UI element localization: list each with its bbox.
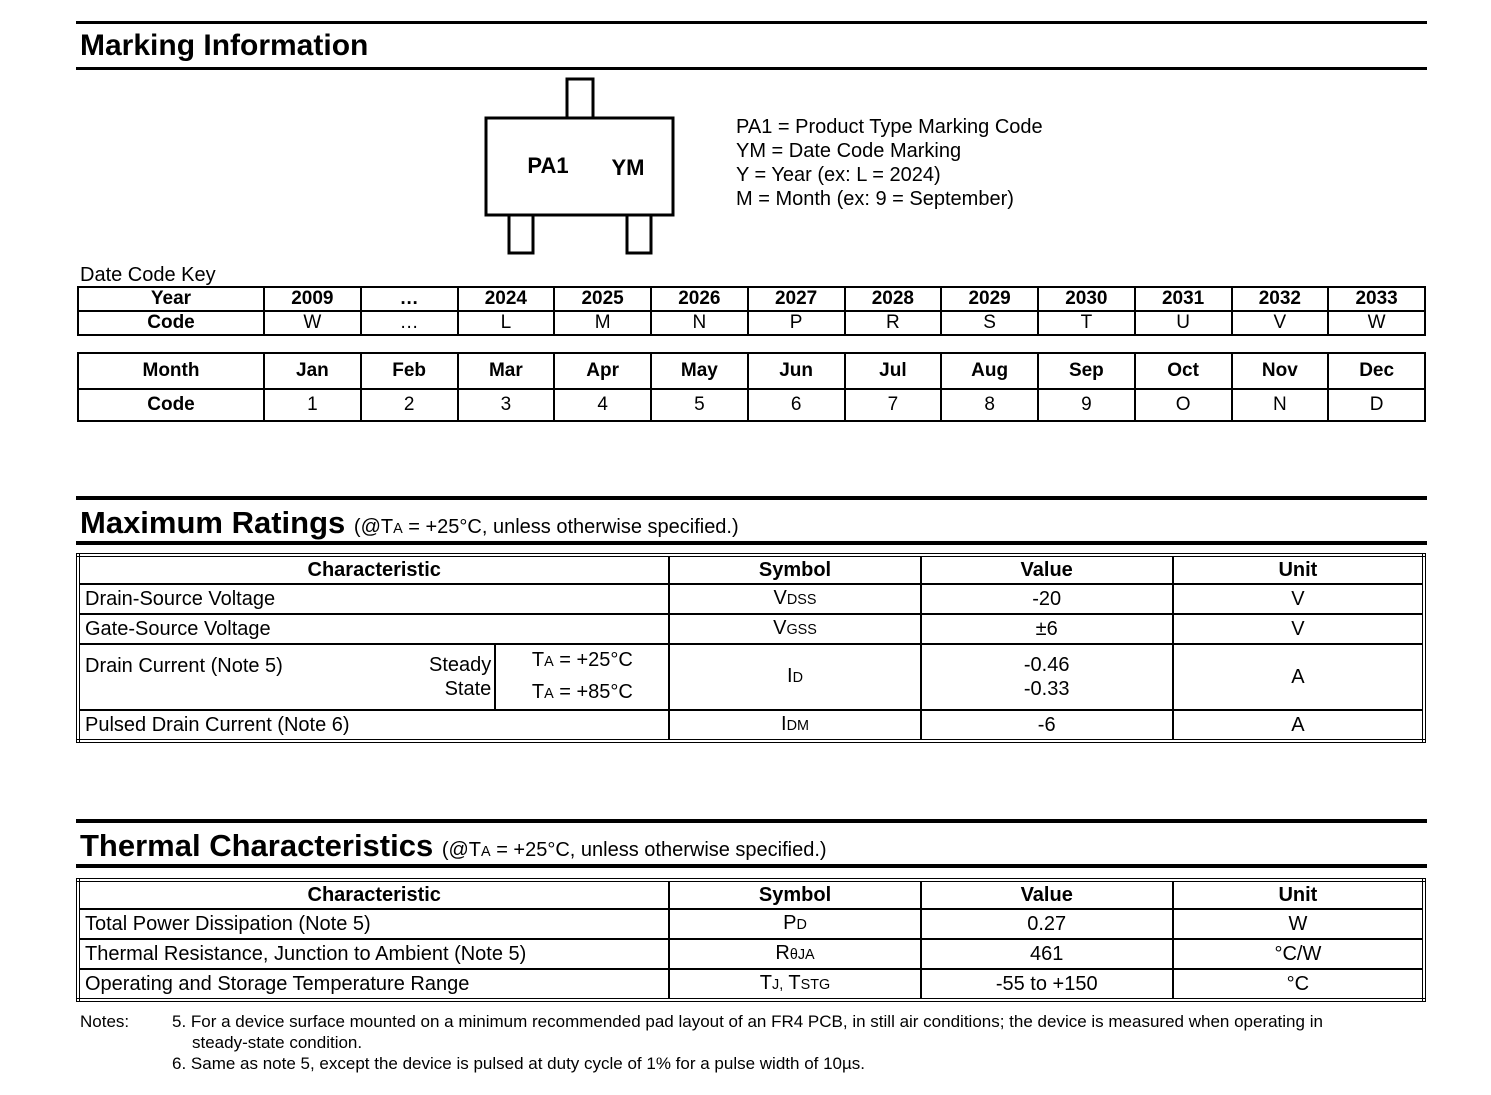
year-cell: 2025 bbox=[554, 287, 651, 311]
month-code-cell: D bbox=[1328, 389, 1425, 421]
month-cell: Feb bbox=[361, 353, 458, 389]
max-ratings-title: Maximum Ratings bbox=[80, 505, 346, 540]
header-symbol: Symbol bbox=[669, 880, 920, 909]
month-cell: May bbox=[651, 353, 748, 389]
header-characteristic: Characteristic bbox=[78, 555, 669, 584]
header-unit: Unit bbox=[1173, 555, 1424, 584]
month-cell: Jul bbox=[845, 353, 942, 389]
table-row bbox=[78, 939, 1424, 969]
max-ratings-table bbox=[76, 553, 1426, 743]
symbol-cell: PD bbox=[669, 909, 920, 939]
characteristic-cell: Operating and Storage Temperature Range bbox=[78, 969, 669, 1000]
year-cell: 2032 bbox=[1232, 287, 1329, 311]
value-cell: 0.27 bbox=[921, 909, 1173, 939]
note-5-continued: steady-state condition. bbox=[192, 1033, 363, 1052]
month-code-cell: 6 bbox=[748, 389, 845, 421]
year-code-cell: L bbox=[458, 311, 555, 335]
header-value: Value bbox=[921, 555, 1173, 584]
legend-line: Y = Year (ex: L = 2024) bbox=[736, 164, 941, 186]
header-value: Value bbox=[921, 880, 1173, 909]
month-code-cell: 4 bbox=[554, 389, 651, 421]
table-row bbox=[78, 644, 1424, 710]
year-code-cell: W bbox=[264, 311, 361, 335]
month-cell: Jun bbox=[748, 353, 845, 389]
thermal-heading bbox=[80, 828, 827, 864]
note-6: 6. Same as note 5, except the device is pulsed at duty cycle of 1% for a pulse width of 10µs. bbox=[172, 1054, 866, 1073]
year-code-cell: S bbox=[941, 311, 1038, 335]
unit-cell: V bbox=[1173, 614, 1424, 644]
header-unit: Unit bbox=[1173, 880, 1424, 909]
year-code-cell: W bbox=[1328, 311, 1425, 335]
table-row bbox=[78, 969, 1424, 1000]
package-marking-right: YM bbox=[611, 155, 645, 180]
year-code-table bbox=[77, 286, 1426, 336]
characteristic-cell: Thermal Resistance, Junction to Ambient (Note 5) bbox=[78, 939, 669, 969]
marking-title: Marking Information bbox=[80, 29, 369, 62]
characteristic-cell: Total Power Dissipation (Note 5) bbox=[78, 909, 669, 939]
thermal-top-rule bbox=[76, 819, 1427, 823]
year-code-cell: M bbox=[554, 311, 651, 335]
month-cell: Sep bbox=[1038, 353, 1135, 389]
legend-line: YM = Date Code Marking bbox=[736, 140, 962, 162]
year-code-cell: T bbox=[1038, 311, 1135, 335]
year-cell: 2033 bbox=[1328, 287, 1425, 311]
month-cell: Apr bbox=[554, 353, 651, 389]
top-rule bbox=[76, 21, 1427, 24]
month-cell: Jan bbox=[264, 353, 361, 389]
header-characteristic: Characteristic bbox=[78, 880, 669, 909]
value-cell: -55 to +150 bbox=[921, 969, 1173, 1000]
value-cell: -0.46 -0.33 bbox=[921, 644, 1173, 710]
table-row bbox=[78, 710, 1424, 741]
thermal-title: Thermal Characteristics bbox=[80, 828, 434, 863]
year-code-cell: N bbox=[651, 311, 748, 335]
thermal-condition: (@TA = +25°C, unless otherwise specified.) bbox=[441, 839, 827, 861]
month-code-cell: 7 bbox=[845, 389, 942, 421]
unit-cell: W bbox=[1173, 909, 1424, 939]
year-row-label: Year bbox=[78, 287, 264, 311]
year-cell: 2009 bbox=[264, 287, 361, 311]
year-code-cell: V bbox=[1232, 311, 1329, 335]
month-code-cell: 5 bbox=[651, 389, 748, 421]
year-cell: 2026 bbox=[651, 287, 748, 311]
table-row bbox=[78, 909, 1424, 939]
code-row-label: Code bbox=[78, 389, 264, 421]
table-row bbox=[78, 584, 1424, 614]
year-cell: 2028 bbox=[845, 287, 942, 311]
unit-cell: A bbox=[1173, 710, 1424, 741]
month-cell: Mar bbox=[458, 353, 555, 389]
characteristic-cell: Drain-Source Voltage bbox=[78, 584, 669, 614]
year-cell: … bbox=[361, 287, 458, 311]
unit-cell: °C/W bbox=[1173, 939, 1424, 969]
value-cell: 461 bbox=[921, 939, 1173, 969]
year-cell: 2024 bbox=[458, 287, 555, 311]
year-code-cell: R bbox=[845, 311, 942, 335]
note-5: 5. For a device surface mounted on a minimum recommended pad layout of an FR4 PCB, in still air conditions; the device is measured when operating in bbox=[172, 1012, 1323, 1031]
year-cell: 2027 bbox=[748, 287, 845, 311]
year-code-cell: P bbox=[748, 311, 845, 335]
month-cell: Aug bbox=[941, 353, 1038, 389]
condition-cell: TA = +25°C TA = +85°C bbox=[495, 644, 669, 710]
year-code-cell: … bbox=[361, 311, 458, 335]
value-cell: ±6 bbox=[921, 614, 1173, 644]
symbol-cell: ID bbox=[669, 644, 920, 710]
month-code-cell: N bbox=[1232, 389, 1329, 421]
date-code-key-label: Date Code Key bbox=[80, 264, 216, 286]
code-row-label: Code bbox=[78, 311, 264, 335]
max-ratings-title-rule bbox=[76, 541, 1427, 545]
characteristic-cell: Pulsed Drain Current (Note 6) bbox=[78, 710, 669, 741]
month-code-cell: 9 bbox=[1038, 389, 1135, 421]
characteristic-cell: Drain Current (Note 5) Steady State bbox=[78, 644, 495, 710]
symbol-cell: VDSS bbox=[669, 584, 920, 614]
max-ratings-heading bbox=[80, 505, 739, 541]
marking-title-rule bbox=[76, 67, 1427, 70]
table-row bbox=[78, 614, 1424, 644]
symbol-cell: RθJA bbox=[669, 939, 920, 969]
notes-label: Notes: bbox=[80, 1012, 130, 1031]
package-marking-left: PA1 bbox=[527, 153, 569, 178]
year-cell: 2030 bbox=[1038, 287, 1135, 311]
max-ratings-top-rule bbox=[76, 496, 1427, 500]
steady-state-label: Steady State bbox=[429, 654, 492, 700]
month-code-cell: 2 bbox=[361, 389, 458, 421]
thermal-table bbox=[76, 878, 1426, 1002]
symbol-cell: IDM bbox=[669, 710, 920, 741]
year-cell: 2031 bbox=[1135, 287, 1232, 311]
month-code-cell: 8 bbox=[941, 389, 1038, 421]
header-symbol: Symbol bbox=[669, 555, 920, 584]
month-code-cell: O bbox=[1135, 389, 1232, 421]
month-code-cell: 3 bbox=[458, 389, 555, 421]
legend-line: M = Month (ex: 9 = September) bbox=[736, 188, 1014, 210]
month-code-table bbox=[77, 352, 1426, 422]
max-ratings-condition: (@TA = +25°C, unless otherwise specified.) bbox=[353, 516, 739, 538]
year-cell: 2029 bbox=[941, 287, 1038, 311]
value-cell: -6 bbox=[921, 710, 1173, 741]
thermal-title-rule bbox=[76, 864, 1427, 868]
characteristic-cell: Gate-Source Voltage bbox=[78, 614, 669, 644]
marking-legend bbox=[736, 115, 1043, 211]
unit-cell: A bbox=[1173, 644, 1424, 710]
month-cell: Dec bbox=[1328, 353, 1425, 389]
unit-cell: °C bbox=[1173, 969, 1424, 1000]
sot23-package-diagram bbox=[480, 76, 680, 258]
month-cell: Oct bbox=[1135, 353, 1232, 389]
month-cell: Nov bbox=[1232, 353, 1329, 389]
value-cell: -20 bbox=[921, 584, 1173, 614]
month-row-label: Month bbox=[78, 353, 264, 389]
month-code-cell: 1 bbox=[264, 389, 361, 421]
year-code-cell: U bbox=[1135, 311, 1232, 335]
legend-line: PA1 = Product Type Marking Code bbox=[736, 116, 1043, 138]
symbol-cell: VGSS bbox=[669, 614, 920, 644]
unit-cell: V bbox=[1173, 584, 1424, 614]
symbol-cell: TJ, TSTG bbox=[669, 969, 920, 1000]
